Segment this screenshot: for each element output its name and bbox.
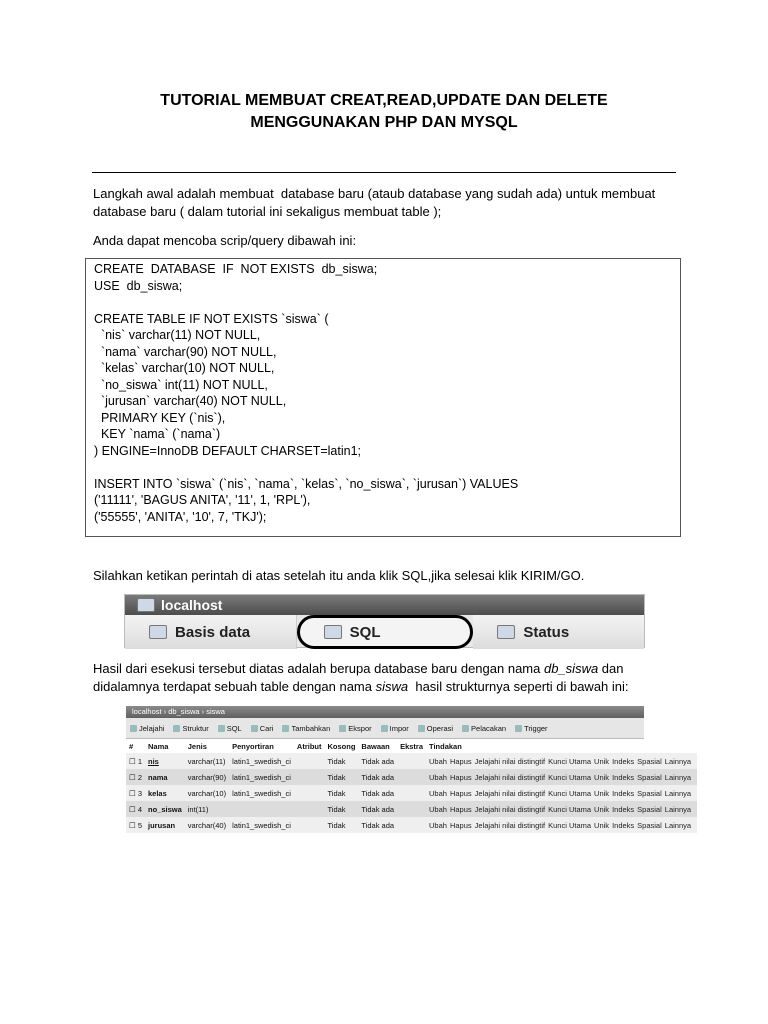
toolbar-tab-struktur[interactable]: Struktur	[173, 724, 208, 733]
cell-def	[358, 769, 397, 785]
action-link[interactable]: Kunci Utama	[548, 756, 592, 766]
toolbar-tab-sql[interactable]: SQL	[218, 724, 242, 733]
cell-value: Tidak	[327, 756, 346, 766]
cell-def	[358, 801, 397, 817]
row-actions	[426, 753, 697, 769]
code-line: `no_siswa` int(11) NOT NULL,	[94, 377, 268, 392]
action-link[interactable]: Unik	[594, 804, 610, 814]
cell-null	[324, 769, 358, 785]
toolbar-tab-ekspor[interactable]: Ekspor	[339, 724, 371, 733]
table-row	[126, 801, 697, 817]
action-link[interactable]: Lainnya	[664, 804, 692, 814]
cell-null	[324, 801, 358, 817]
intro-line-1: Langkah awal adalah membuat database baru (ataub database yang sudah ada) untuk membuat	[93, 186, 656, 201]
cell-value: Tidak ada	[361, 772, 395, 782]
action-link[interactable]: Hapus	[449, 772, 472, 782]
tab-status-label: Status	[523, 623, 570, 641]
tab-sql-label: SQL	[349, 623, 381, 641]
action-link[interactable]: Hapus	[449, 756, 472, 766]
sql-code-box	[85, 258, 681, 537]
cell-value: latin1_swedish_ci	[232, 772, 291, 782]
column-header: Jenis	[187, 741, 207, 751]
cell-type	[185, 785, 229, 801]
column-header: Kosong	[327, 741, 356, 751]
result-text: hasil strukturnya seperti di bawah ini:	[408, 679, 629, 694]
action-link[interactable]: Jelajahi nilai distingtif	[474, 820, 546, 830]
cell-value: Tidak ada	[361, 756, 395, 766]
cell-type	[185, 769, 229, 785]
table-row	[126, 817, 697, 833]
action-link[interactable]: Lainnya	[664, 756, 692, 766]
action-link[interactable]: Hapus	[449, 788, 472, 798]
cell-value: jurusan	[147, 820, 176, 830]
action-link[interactable]: Spasial	[637, 772, 662, 782]
cell-value: 4	[137, 804, 142, 814]
cell-empty	[294, 769, 325, 785]
code-line: `jurusan` varchar(40) NOT NULL,	[94, 394, 287, 408]
result-line-2	[93, 678, 683, 696]
cell-value: nama	[147, 772, 168, 782]
column-header: Bawaan	[361, 741, 390, 751]
cell-name	[145, 817, 185, 833]
cell-name	[145, 753, 185, 769]
cell-value: varchar(11)	[187, 756, 226, 766]
title-divider	[92, 172, 676, 173]
cell-n: ☐ 3	[126, 785, 145, 801]
instruction-text: Silahkan ketikan perintah di atas setelah itu anda klik SQL,jika selesai klik KIRIM/GO.	[93, 568, 585, 583]
action-link[interactable]: Unik	[594, 756, 610, 766]
cell-value: Tidak ada	[361, 804, 395, 814]
cell-coll	[229, 785, 294, 801]
cell-value: Tidak ada	[361, 820, 395, 830]
action-link[interactable]: Unik	[594, 772, 610, 782]
cell-value: int(11)	[187, 804, 209, 814]
cell-coll	[229, 753, 294, 769]
cell-n: ☐ 4	[126, 801, 145, 817]
code-line: KEY `nama` (`nama`)	[94, 427, 221, 441]
action-link[interactable]: Ubah	[429, 788, 447, 798]
action-link[interactable]: Kunci Utama	[548, 804, 592, 814]
title-line-2: MENGGUNAKAN PHP DAN MYSQL	[250, 114, 518, 131]
toolbar-tab-impor[interactable]: Impor	[381, 724, 409, 733]
tab-databases[interactable]	[125, 615, 297, 649]
code-line: CREATE TABLE IF NOT EXISTS `siswa` (	[94, 311, 329, 326]
row-actions	[426, 769, 697, 785]
title-line-1: TUTORIAL MEMBUAT CREAT,READ,UPDATE DAN DELETE	[160, 92, 608, 109]
cell-value: nis	[147, 756, 159, 766]
cell-value: varchar(10)	[187, 788, 227, 798]
intro-line-2: database baru ( dalam tutorial ini sekaligus membuat table );	[93, 204, 442, 219]
cell-type	[185, 753, 229, 769]
code-line: PRIMARY KEY (`nis`),	[94, 410, 226, 425]
cell-empty	[397, 769, 426, 785]
toolbar-tab-pelacakan[interactable]: Pelacakan	[462, 724, 506, 733]
code-line	[94, 294, 672, 311]
toolbar-tab-trigger[interactable]: Trigger	[515, 724, 547, 733]
db-name: db_siswa	[543, 661, 599, 676]
cell-empty	[294, 753, 325, 769]
server-icon	[137, 598, 155, 612]
column-header: Tindakan	[429, 741, 462, 751]
action-link[interactable]: Indeks	[612, 788, 635, 798]
cell-value: no_siswa	[147, 804, 182, 814]
cell-empty	[294, 785, 325, 801]
action-link[interactable]: Jelajahi nilai distingtif	[474, 788, 546, 798]
status-chart-icon	[497, 625, 515, 639]
column-header: Atribut	[296, 741, 322, 751]
table-row	[126, 769, 697, 785]
database-icon	[149, 625, 167, 639]
row-actions	[426, 817, 697, 833]
action-link[interactable]: Unik	[594, 820, 610, 830]
cell-value: 2	[137, 772, 142, 782]
code-line: CREATE DATABASE IF NOT EXISTS db_siswa;	[94, 262, 378, 276]
cell-def	[358, 753, 397, 769]
phpmyadmin-server-tabs-screenshot	[124, 594, 645, 648]
action-link[interactable]: Indeks	[612, 820, 635, 830]
column-header: Penyortiran	[232, 741, 274, 751]
table-name: siswa	[375, 679, 409, 694]
code-line: `kelas` varchar(10) NOT NULL,	[94, 361, 275, 375]
tab-databases-label: Basis data	[175, 623, 251, 641]
code-line: `nis` varchar(11) NOT NULL,	[94, 328, 261, 342]
column-header: Ekstra	[400, 741, 424, 751]
action-link[interactable]: Ubah	[429, 756, 447, 766]
action-link[interactable]: Spasial	[637, 788, 662, 798]
code-line: `nama` varchar(90) NOT NULL,	[94, 344, 277, 359]
cell-empty	[294, 801, 325, 817]
cell-value: latin1_swedish_ci	[232, 788, 291, 798]
action-link[interactable]: Indeks	[612, 772, 635, 782]
action-link[interactable]: Lainnya	[664, 788, 692, 798]
action-link[interactable]: Indeks	[612, 804, 635, 814]
code-line: ) ENGINE=InnoDB DEFAULT CHARSET=latin1;	[94, 443, 361, 458]
cell-value: latin1_swedish_ci	[232, 820, 291, 830]
cell-coll	[229, 769, 294, 785]
action-link[interactable]: Hapus	[449, 820, 472, 830]
cell-value: varchar(90)	[187, 772, 227, 782]
cell-n: ☐ 1	[126, 753, 145, 769]
try-text: Anda dapat mencoba scrip/query dibawah ini:	[93, 233, 357, 248]
document-title	[92, 90, 676, 134]
cell-null	[324, 753, 358, 769]
action-link[interactable]: Spasial	[637, 820, 662, 830]
column-header: #	[129, 741, 134, 751]
action-link[interactable]: Lainnya	[664, 772, 692, 782]
action-link[interactable]: Ubah	[429, 772, 447, 782]
cell-value: Tidak	[327, 772, 346, 782]
cell-empty	[397, 817, 426, 833]
cell-empty	[397, 785, 426, 801]
cell-def	[358, 817, 397, 833]
action-link[interactable]: Spasial	[637, 804, 662, 814]
toolbar-tab-jelajahi[interactable]: Jelajahi	[130, 724, 164, 733]
action-link[interactable]: Jelajahi nilai distingtif	[474, 804, 546, 814]
cell-value: Tidak	[327, 788, 346, 798]
toolbar-tab-operasi[interactable]: Operasi	[418, 724, 453, 733]
cell-coll	[229, 817, 294, 833]
column-header: Nama	[147, 741, 169, 751]
result-text: Hasil dari esekusi tersebut diatas adalah berupa database baru dengan nama	[93, 661, 544, 676]
cell-value: Tidak ada	[361, 788, 395, 798]
cell-null	[324, 817, 358, 833]
cell-empty	[397, 801, 426, 817]
code-line: ('55555', 'ANITA', '10', 7, 'TKJ');	[94, 509, 267, 524]
row-actions	[426, 785, 697, 801]
code-line: INSERT INTO `siswa` (`nis`, `nama`, `kelas`, `no_siswa`, `jurusan`) VALUES	[94, 476, 519, 491]
table-row	[126, 753, 697, 769]
table-row	[126, 785, 697, 801]
intro-paragraph	[93, 185, 683, 221]
cell-type	[185, 801, 229, 817]
code-line: USE db_siswa;	[94, 278, 183, 293]
action-link[interactable]: Jelajahi nilai distingtif	[474, 772, 546, 782]
cell-coll	[229, 801, 294, 817]
cell-type	[185, 817, 229, 833]
cell-n: ☐ 2	[126, 769, 145, 785]
cell-value: Tidak	[327, 804, 346, 814]
row-actions	[426, 801, 697, 817]
cell-value: varchar(40)	[187, 820, 227, 830]
cell-value: 3	[137, 788, 142, 798]
server-bar	[125, 595, 644, 615]
result-paragraph	[93, 660, 683, 696]
action-link[interactable]: Ubah	[429, 804, 447, 814]
cell-value: 1	[137, 756, 142, 766]
structure-table	[126, 739, 697, 833]
cell-value: 5	[137, 820, 142, 830]
action-link[interactable]: Lainnya	[664, 820, 692, 830]
table-toolbar	[126, 718, 644, 739]
action-link[interactable]: Indeks	[612, 756, 635, 766]
action-link[interactable]: Unik	[594, 788, 610, 798]
server-name: localhost	[161, 597, 223, 613]
cell-null	[324, 785, 358, 801]
action-link[interactable]: Ubah	[429, 820, 447, 830]
action-link[interactable]: Hapus	[449, 804, 472, 814]
cell-name	[145, 769, 185, 785]
tab-status[interactable]	[473, 615, 644, 649]
cell-value: kelas	[147, 788, 167, 798]
action-link[interactable]: Kunci Utama	[548, 772, 592, 782]
tab-sql[interactable]	[297, 615, 474, 649]
action-link[interactable]: Jelajahi nilai distingtif	[474, 756, 546, 766]
cell-def	[358, 785, 397, 801]
sql-icon	[324, 625, 342, 639]
cell-name	[145, 785, 185, 801]
toolbar-tab-tambahkan[interactable]: Tambahkan	[282, 724, 330, 733]
cell-value: latin1_swedish_ci	[232, 756, 291, 766]
action-link[interactable]: Kunci Utama	[548, 820, 592, 830]
breadcrumb: localhost › db_siswa › siswa	[126, 706, 644, 718]
result-text: dan	[598, 661, 624, 676]
result-text: didalamnya terdapat sebuah table dengan nama	[93, 679, 376, 694]
action-link[interactable]: Kunci Utama	[548, 788, 592, 798]
cell-name	[145, 801, 185, 817]
cell-value: Tidak	[327, 820, 346, 830]
cell-empty	[294, 817, 325, 833]
toolbar-tab-cari[interactable]: Cari	[251, 724, 274, 733]
code-line: ('11111', 'BAGUS ANITA', '11', 1, 'RPL'),	[94, 493, 311, 507]
action-link[interactable]: Spasial	[637, 756, 662, 766]
phpmyadmin-structure-screenshot	[126, 706, 692, 840]
cell-n: ☐ 5	[126, 817, 145, 833]
result-line-1	[93, 660, 683, 678]
cell-empty	[397, 753, 426, 769]
code-line	[94, 459, 672, 476]
